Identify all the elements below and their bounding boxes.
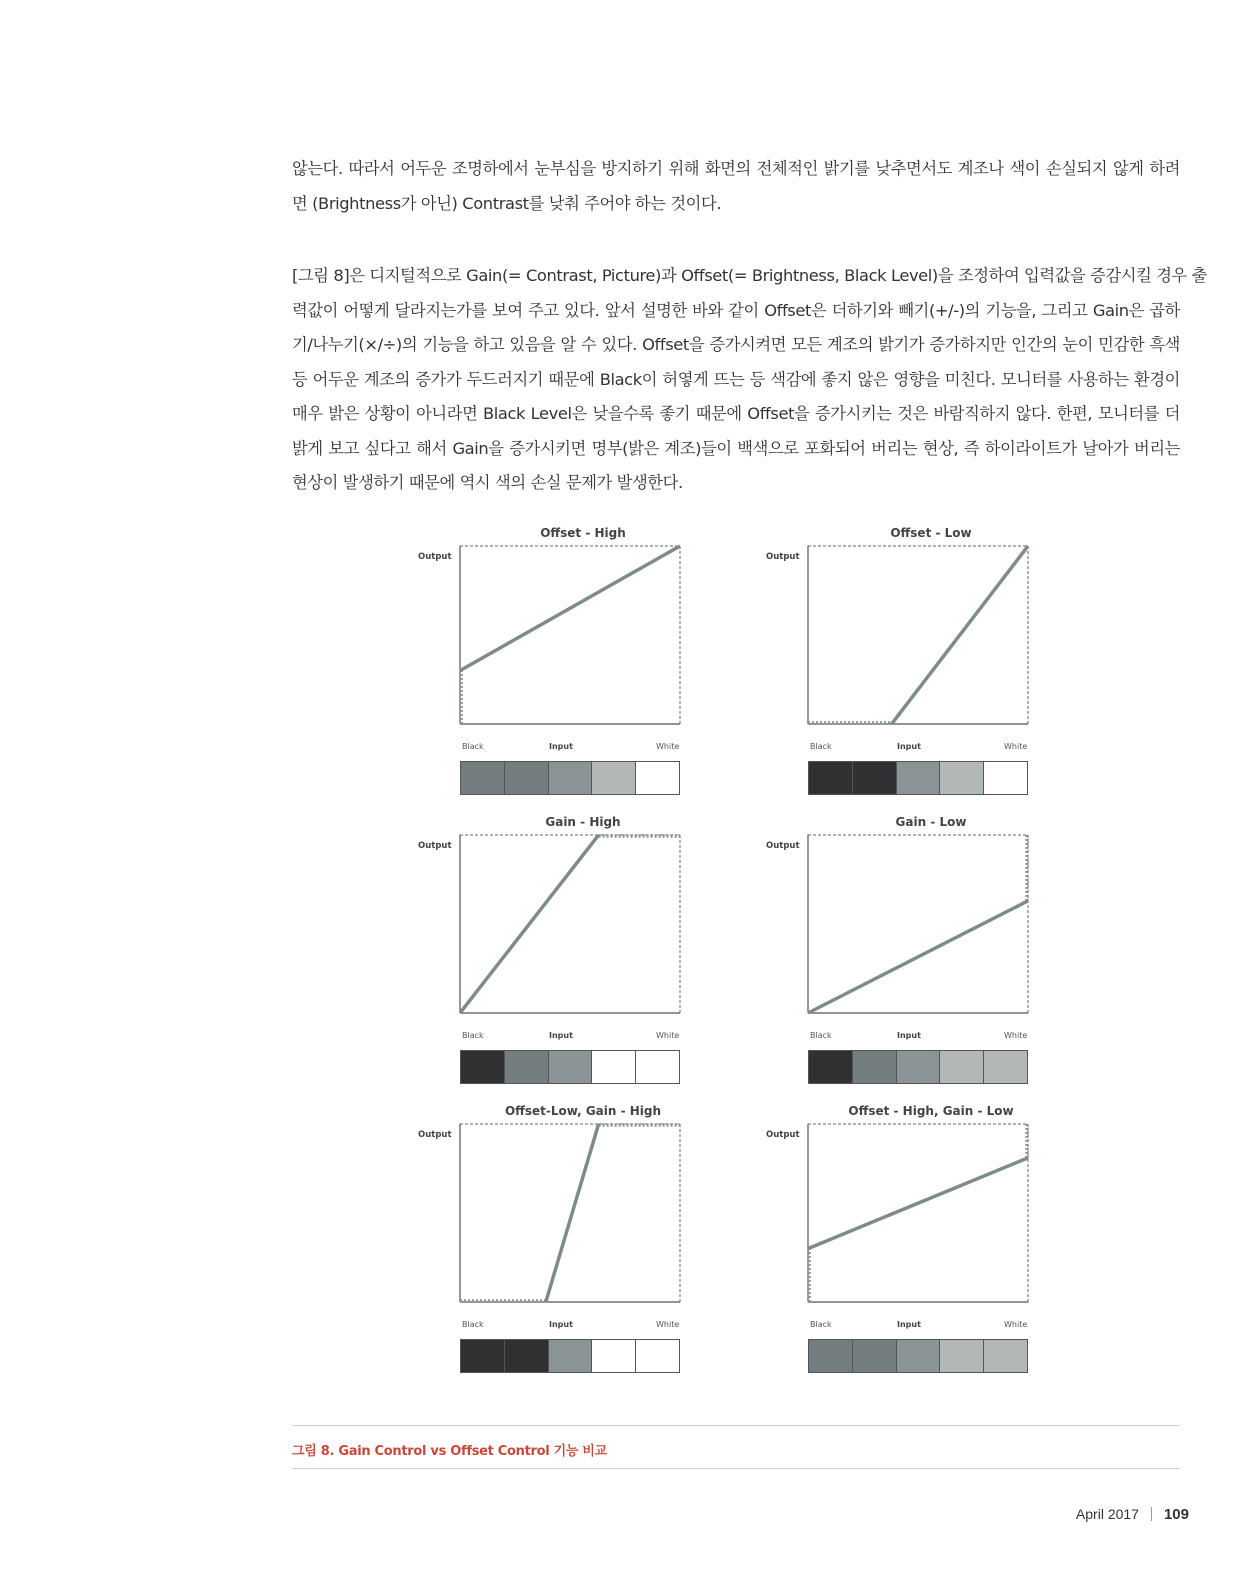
footer-date: April 2017 xyxy=(1075,1506,1139,1522)
grayscale-swatch xyxy=(940,1340,984,1372)
plot-frame xyxy=(808,1124,1028,1302)
paragraph-2 xyxy=(292,259,1207,501)
plot-frame xyxy=(460,835,680,1013)
x-tick-label-black: Black xyxy=(810,742,832,751)
paragraph-line: 면 (Brightness가 아닌) Contrast를 낮춰 주어야 하는 것이다. xyxy=(292,193,722,213)
page-number: 109 xyxy=(1163,1506,1189,1523)
grayscale-swatch xyxy=(592,1051,636,1083)
x-axis-label: Input xyxy=(549,742,573,751)
grayscale-swatch xyxy=(636,1051,679,1083)
grayscale-swatch xyxy=(940,1051,984,1083)
grayscale-swatch-strip xyxy=(460,1050,680,1084)
grayscale-swatch xyxy=(853,1340,897,1372)
paragraph-1 xyxy=(292,152,1180,221)
y-axis-label: Output xyxy=(766,552,800,562)
chart-offset-low xyxy=(766,526,1096,806)
paragraph-line: 력값이 어떻게 달라지는가를 보여 주고 있다. 앞서 설명한 바와 같이 Offset은 더하기와 빼기(+/-)의 기능을, 그리고 Gain은 곱하 xyxy=(292,300,1180,320)
paragraph-line: 현상이 발생하기 때문에 역시 색의 손실 문제가 발생한다. xyxy=(292,473,683,492)
response-line xyxy=(546,1124,599,1302)
response-line xyxy=(460,546,680,671)
chart-offset-high xyxy=(418,526,748,806)
x-axis-label: Input xyxy=(897,1320,921,1329)
chart-title: Offset-Low, Gain - High xyxy=(504,1104,662,1118)
x-axis-label: Input xyxy=(897,1031,921,1040)
response-line xyxy=(808,1158,1028,1249)
chart-gain-low xyxy=(766,815,1096,1095)
grayscale-swatch xyxy=(549,1340,593,1372)
paragraph-line: 기/나누기(×/÷)의 기능을 하고 있음을 알 수 있다. Offset을 증가시켜면 모든 계조의 밝기가 증가하지만 인간의 눈이 민감한 흑색 xyxy=(292,335,1180,354)
grayscale-swatch-strip xyxy=(808,761,1028,795)
grayscale-swatch xyxy=(636,762,679,794)
grayscale-swatch xyxy=(984,1340,1027,1372)
y-axis-label: Output xyxy=(766,841,800,851)
grayscale-swatch xyxy=(984,762,1027,794)
grayscale-swatch xyxy=(940,762,984,794)
footer-divider xyxy=(1151,1507,1152,1521)
y-axis-label: Output xyxy=(418,1130,452,1140)
y-axis-label: Output xyxy=(418,841,452,851)
chart-title: Offset - Low xyxy=(890,526,972,540)
grayscale-swatch-strip xyxy=(808,1050,1028,1084)
chart-title: Gain - Low xyxy=(895,815,967,829)
grayscale-swatch xyxy=(461,1340,505,1372)
x-tick-label-white: White xyxy=(656,742,680,751)
chart-gain-high xyxy=(418,815,748,1095)
grayscale-swatch xyxy=(636,1340,679,1372)
caption-rule-top xyxy=(292,1425,1180,1426)
plot-frame xyxy=(460,1124,680,1302)
x-axis-label: Input xyxy=(897,742,921,751)
grayscale-swatch xyxy=(897,1340,941,1372)
y-axis-label: Output xyxy=(418,552,452,562)
grayscale-swatch-strip xyxy=(460,1339,680,1373)
grayscale-swatch xyxy=(809,1340,853,1372)
x-tick-label-white: White xyxy=(656,1320,680,1329)
grayscale-swatch xyxy=(592,1340,636,1372)
grayscale-swatch xyxy=(592,762,636,794)
grayscale-swatch-strip xyxy=(808,1339,1028,1373)
response-line xyxy=(808,901,1028,1013)
grayscale-swatch xyxy=(505,762,549,794)
x-tick-label-black: Black xyxy=(462,742,484,751)
plot-frame xyxy=(808,546,1028,724)
grayscale-swatch xyxy=(461,762,505,794)
response-line xyxy=(460,835,599,1013)
plot-frame xyxy=(808,835,1028,1013)
grayscale-swatch xyxy=(461,1051,505,1083)
x-tick-label-black: Black xyxy=(810,1320,832,1329)
grayscale-swatch xyxy=(549,762,593,794)
page-footer xyxy=(1076,1506,1189,1523)
paragraph-line: 매우 밝은 상황이 아니라면 Black Level은 낮을수록 좋기 때문에 Offset을 증가시키는 것은 바람직하지 않다. 한편, 모니터를 더 xyxy=(292,404,1180,423)
grayscale-swatch xyxy=(809,1051,853,1083)
paragraph-line: 밝게 보고 싶다고 해서 Gain을 증가시키면 명부(밝은 계조)들이 백색으로 포화되어 버리는 현상, 즉 하이라이트가 날아가 버리는 xyxy=(292,438,1180,458)
grayscale-swatch-strip xyxy=(460,761,680,795)
x-tick-label-white: White xyxy=(1004,742,1028,751)
chart-title: Offset - High xyxy=(540,526,626,540)
x-tick-label-white: White xyxy=(1004,1320,1028,1329)
x-tick-label-black: Black xyxy=(462,1320,484,1329)
x-axis-label: Input xyxy=(549,1031,573,1040)
x-axis-label: Input xyxy=(549,1320,573,1329)
paragraph-line: [그림 8]은 디지털적으로 Gain(= Contrast, Picture)과 Offset(= Brightness, Black Level)을 조정하여 입력값을 증감시킬 경우 출 xyxy=(292,266,1207,285)
plot-frame xyxy=(460,546,680,724)
chart-title: Gain - High xyxy=(545,815,621,829)
x-tick-label-black: Black xyxy=(462,1031,484,1040)
chart-offset-low-gain-high xyxy=(418,1104,748,1384)
chart-title: Offset - High, Gain - Low xyxy=(848,1104,1014,1118)
grayscale-swatch xyxy=(505,1051,549,1083)
x-tick-label-white: White xyxy=(656,1031,680,1040)
grayscale-swatch xyxy=(897,1051,941,1083)
figure-caption: 그림 8. Gain Control vs Offset Control 기능 비교 xyxy=(292,1444,607,1459)
response-line xyxy=(892,546,1028,724)
x-tick-label-white: White xyxy=(1004,1031,1028,1040)
paragraph-line: 않는다. 따라서 어두운 조명하에서 눈부심을 방지하기 위해 화면의 전체적인 밝기를 낮추면서도 계조나 색이 손실되지 않게 하려 xyxy=(292,159,1180,178)
grayscale-swatch xyxy=(853,762,897,794)
grayscale-swatch xyxy=(853,1051,897,1083)
grayscale-swatch xyxy=(809,762,853,794)
y-axis-label: Output xyxy=(766,1130,800,1140)
grayscale-swatch xyxy=(897,762,941,794)
paragraph-line: 등 어두운 계조의 증가가 두드러지기 때문에 Black이 허옇게 뜨는 등 색감에 좋지 않은 영향을 미친다. 모니터를 사용하는 환경이 xyxy=(292,369,1180,389)
caption-rule-bottom xyxy=(292,1468,1180,1469)
grayscale-swatch xyxy=(984,1051,1027,1083)
grayscale-swatch xyxy=(549,1051,593,1083)
grayscale-swatch xyxy=(505,1340,549,1372)
x-tick-label-black: Black xyxy=(810,1031,832,1040)
chart-offset-high-gain-low xyxy=(766,1104,1096,1384)
